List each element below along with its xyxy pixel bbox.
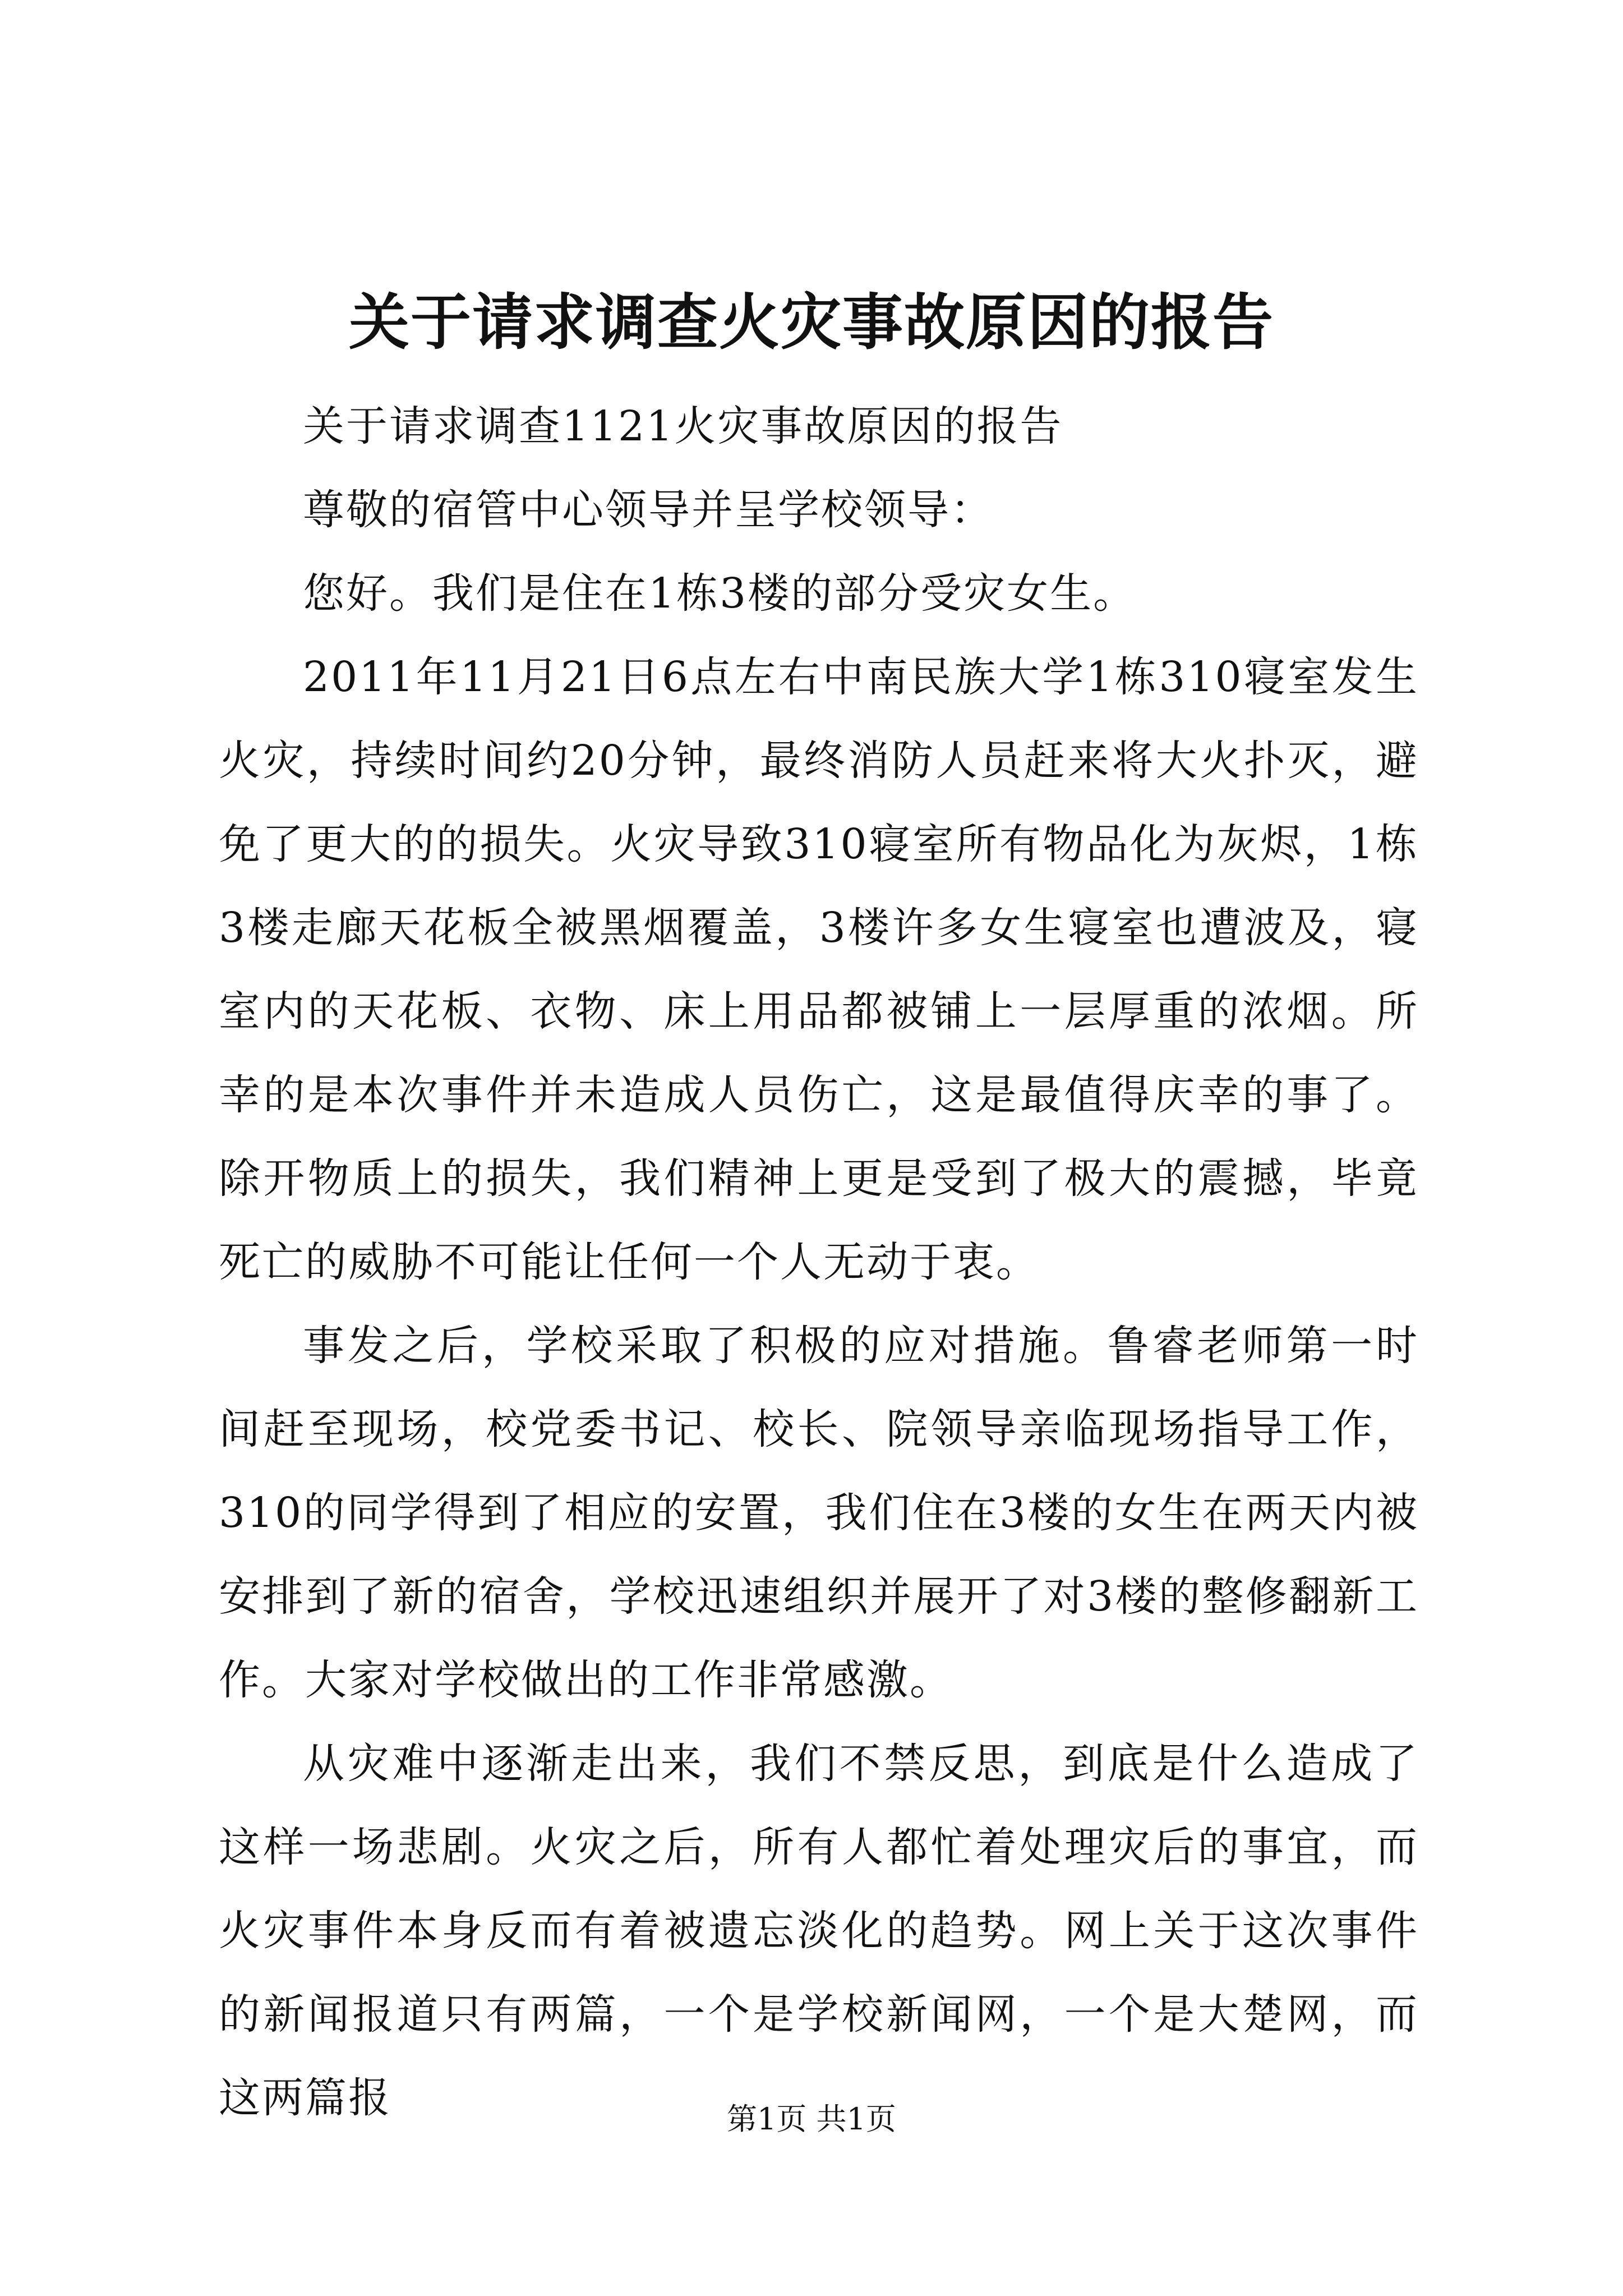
paragraph-response: 事发之后，学校采取了积极的应对措施。鲁睿老师第一时间赶至现场，校党委书记、校长、院领导亲临现场指导工作，310的同学得到了相应的安置，我们住在3楼的女生在两天内被安排到了新的宿舍，学校迅速组织并展开了对3楼的整修翻新工作。大家对学校做出的工作非常感激。 (219, 1322, 1419, 1704)
document-title: 关于请求调查火灾事故原因的报告 (348, 287, 1274, 358)
paragraph-greeting: 您好。我们是住在1栋3楼的部分受灾女生。 (303, 569, 1137, 618)
paragraph-salutation: 尊敬的宿管中心领导并呈学校领导： (303, 486, 994, 534)
paragraph-incident: 2011年11月21日6点左右中南民族大学1栋310寝室发生火灾，持续时间约20分钟，最终消防人员赶来将大火扑灭，避免了更大的的损失。火灾导致310寝室所有物品化为灰烬，1栋3楼走廊天花板全被黑烟覆盖，3楼许多女生寝室也遭波及，寝室内的天花板、衣物、床上用品都被铺上一层厚重的浓烟。所幸的是本次事件并未造成人员伤亡，这是最值得庆幸的事了。除开物质上的损失，我们精神上更是受到了极大的震撼，毕竟死亡的威胁不可能让任何一个人无动于衷。 (219, 653, 1419, 1286)
paragraph-reflection: 从灾难中逐渐走出来，我们不禁反思，到底是什么造成了这样一场悲剧。火灾之后，所有人都忙着处理灾后的事宜，而火灾事件本身反而有着被遗忘淡化的趋势。网上关于这次事件的新闻报道只有两篇，一个是学校新闻网，一个是大楚网，而这两篇报 (219, 1740, 1419, 2122)
paragraph-subtitle: 关于请求调查1121火灾事故原因的报告 (303, 402, 1063, 450)
page-number-footer: 第1页 共1页 (727, 2101, 896, 2137)
document-body (219, 385, 1419, 2140)
